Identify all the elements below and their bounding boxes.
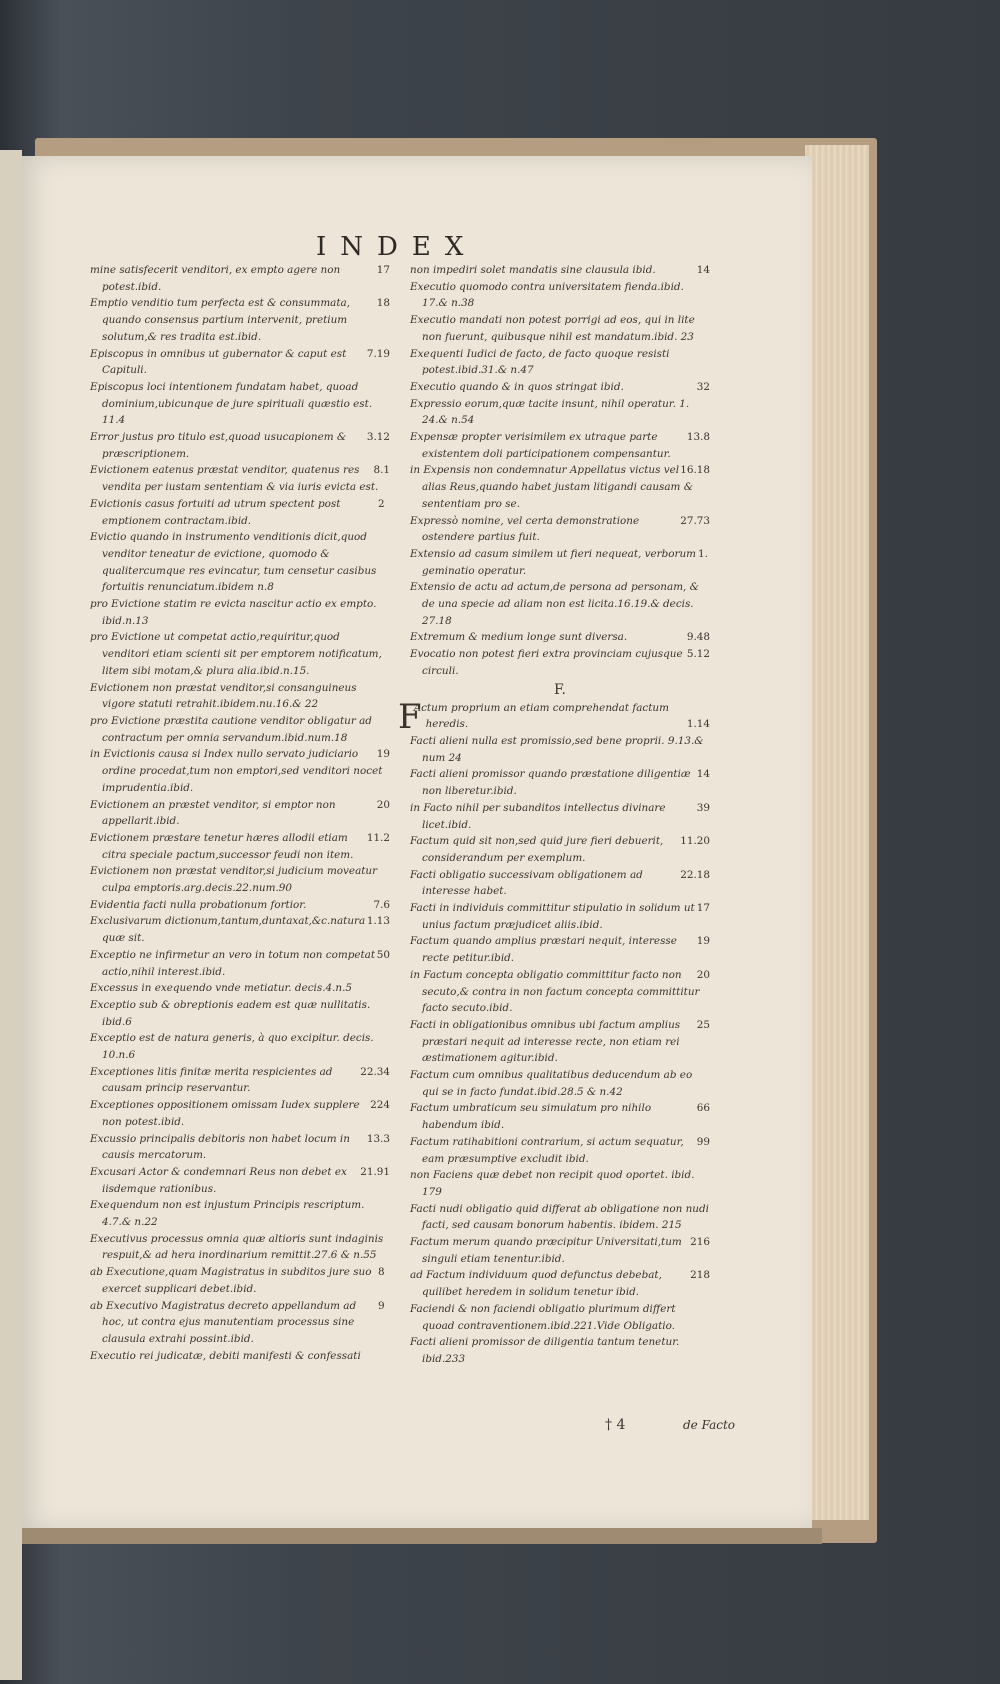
page-title: INDEX — [316, 232, 478, 262]
entry-text: Facti alieni promissor de diligentia tantum tenetur. ibid.233 — [410, 1336, 680, 1365]
index-entry — [410, 1234, 710, 1267]
drop-cap: F — [398, 696, 422, 737]
entry-reference: 99 — [696, 1135, 710, 1148]
entry-text: Evictionem an præstet venditor, si emptor non appellarit.ibid. — [90, 798, 336, 828]
index-entry — [410, 312, 710, 345]
entry-text: in Expensis non condemnatur Appellatus victus vel alias Reus,quando habet justam litigandi causam & sententiam pro se. — [410, 464, 693, 510]
entry-text: ab Executione,quam Magistratus in subditos jure suo exercet supplicari debet.ibid. — [90, 1266, 372, 1295]
entry-reference: 32 — [696, 380, 710, 393]
entry-text: Episcopus loci intentionem fundatam habet, quoad dominium,ubicunque de jure spirituali quæstio est. 11.4 — [90, 380, 373, 427]
entry-reference: 216 — [690, 1236, 710, 1249]
entry-text: mine satisfecerit venditori, ex empto agere non potest.ibid. — [90, 264, 341, 293]
entry-text: Exceptiones litis finitæ merita respicientes ad causam princip reservantur. — [90, 1065, 333, 1095]
entry-reference: 218 — [690, 1269, 710, 1282]
entry-reference: 66 — [696, 1102, 710, 1115]
entry-text: Exequendum non est injustum Principis rescriptum. 4.7.& n.22 — [90, 1199, 365, 1229]
index-entry — [410, 1067, 710, 1100]
entry-text: Executivus processus omnia quæ altioris sunt indaginis respuit,& ad hera inordinarium remittit.27.6 & n.55 — [90, 1232, 384, 1262]
index-entry — [410, 379, 710, 396]
index-entry: 8 ab Executione,quam Magistratus in subditos jure suo exercet supplicari debet.ibid. — [90, 1266, 385, 1295]
catchword: de Facto — [683, 1418, 736, 1432]
entry-text: Evictionis casus fortuiti ad utrum spectent post emptionem contractam.ibid. — [90, 497, 341, 527]
entry-text: Executio quando & in quos stringat ibid. — [410, 380, 624, 393]
index-entry — [410, 1017, 710, 1067]
entry-text: in Factum concepta obligatio committitur facto non secuto,& contra in non factum concepta committitur facto secuto.ibid. — [410, 968, 700, 1015]
index-entry: 2 Evictionis casus fortuiti ad utrum spectent post emptionem contractam.ibid. — [90, 497, 385, 527]
index-entry — [90, 462, 390, 495]
entry-reference: 14 — [696, 768, 710, 781]
index-entry — [90, 746, 390, 796]
index-entry — [410, 429, 710, 462]
entry-text: Emptio venditio tum perfecta est & consummata, quando consensus partium intervenit, pretium solutum,& res tradita est.ibid. — [90, 297, 351, 343]
entry-reference: 20 — [696, 968, 710, 981]
index-entry — [90, 980, 390, 997]
entry-reference: 17 — [696, 902, 710, 915]
page-bottom-edge — [22, 1528, 822, 1544]
index-entry — [90, 379, 390, 429]
entry-text: Excessus in exequendo vnde metiatur. decis.4.n.5 — [90, 982, 353, 995]
index-entry — [410, 262, 710, 279]
entry-text: Evocatio non potest fieri extra provinciam cujusque circuli. — [410, 648, 683, 677]
entry-text: Extremum & medium longe sunt diversa. — [410, 631, 628, 644]
index-entry — [410, 1100, 710, 1133]
entry-reference: 7.19 — [366, 347, 390, 360]
index-entry — [410, 396, 710, 429]
entry-text: Excussio principalis debitoris non habet locum in causis mercatorum. — [90, 1132, 350, 1162]
entry-text: Exceptio est de natura generis, à quo excipitur. decis. 10.n.6 — [90, 1032, 374, 1062]
entry-text: Executio rei judicatæ, debiti manifesti & confessati — [90, 1349, 361, 1362]
entry-reference: 11.20 — [680, 835, 710, 848]
index-entry — [90, 1097, 390, 1130]
index-column-left — [90, 262, 390, 1364]
page-fore-edge — [805, 145, 869, 1520]
entry-reference: 19 — [376, 748, 390, 761]
index-entry — [90, 713, 390, 746]
entry-text: Factum merum quando præcipitur Universitati,tum singuli etiam tenentur.ibid. — [410, 1236, 682, 1265]
entry-text: non impediri solet mandatis sine clausula ibid. — [410, 264, 656, 276]
entry-text: Facti obligatio successivam obligationem ad interesse habet. — [410, 868, 643, 898]
entry-reference: 22.18 — [680, 868, 710, 881]
entry-reference: 1.14 — [686, 718, 710, 731]
entry-text: in Facto nihil per subanditos intellectus divinare licet.ibid. — [410, 801, 666, 831]
entry-text: Evictionem non præstat venditor,si judicium moveatur culpa emptoris.arg.decis.22.num.90 — [90, 865, 378, 895]
index-entry — [410, 629, 710, 646]
entry-text: Expressio eorum,quæ tacite insunt, nihil operatur. 1. 24.& n.54 — [410, 397, 690, 427]
index-entry — [410, 279, 710, 312]
entry-text: Factum ratihabitioni contrarium, si actum sequatur, eam præsumptive excludit ibid. — [410, 1135, 684, 1165]
entry-text: Exceptio sub & obreptionis eadem est quæ nullitatis. ibid.6 — [90, 998, 371, 1028]
index-entry — [410, 1134, 710, 1167]
index-entry — [90, 680, 390, 713]
entry-text: Evictionem præstare tenetur hæres allodii etiam citra speciale pactum,successor feudi non item. — [90, 831, 354, 861]
entry-text: pro Evictione præstita cautione venditor obligatur ad contractum per omnia servandum.ibid.num.18 — [90, 714, 372, 744]
index-entry — [90, 596, 390, 629]
entry-text: Actum proprium an etiam comprehendat factum heredis. — [413, 701, 669, 731]
entry-reference: 27.73 — [680, 514, 710, 527]
entry-text: Facti in individuis committitur stipulatio in solidum ut unius factum præjudicet aliis.ibid. — [410, 902, 695, 931]
entry-text: ab Executivo Magistratus decreto appellandum ad hoc, ut contra ejus manutentiam processus sine clausula extrahi possint.ibid. — [90, 1299, 357, 1345]
index-entry — [90, 947, 390, 980]
entry-reference: 17 — [376, 264, 390, 276]
entry-text: Facti alieni nulla est promissio,sed bene proprii. 9.13.& num 24 — [410, 734, 704, 764]
entry-text: pro Evictione ut competat actio,requiritur,quod venditori etiam scienti sit per emptorem notificatum, litem sibi motam,& plura alia.ibid.n.15. — [90, 631, 382, 677]
entry-text: Expressò nomine, vel certa demonstratione ostendere partius fuit. — [410, 514, 640, 544]
entry-text: in Evictionis causa si Index nullo servato judiciario ordine procedat,tum non emptori,sed venditori nocet imprudentia.ibid. — [90, 748, 383, 794]
entry-text: Factum umbraticum seu simulatum pro nihilo habendum ibid. — [410, 1102, 652, 1132]
entry-text: Facti nudi obligatio quid differat ab obligatione non nudi facti, sed causam bonorum habentis. ibidem. 215 — [410, 1202, 709, 1232]
entry-reference: 224 — [370, 1099, 390, 1112]
index-entry — [90, 1064, 390, 1097]
entry-reference: 20 — [376, 798, 390, 811]
entry-reference: 13.3 — [366, 1132, 390, 1145]
entry-reference: 1.13 — [366, 915, 390, 928]
index-entry — [410, 1201, 710, 1234]
index-entry — [410, 579, 710, 629]
entry-reference: 13.8 — [686, 431, 710, 444]
index-entry — [410, 733, 710, 766]
index-entry — [90, 863, 390, 896]
index-entry — [410, 1301, 710, 1334]
index-entry — [90, 797, 390, 830]
index-entry — [90, 1164, 390, 1197]
entry-text: non Faciens quæ debet non recipit quod oportet. ibid. 179 — [410, 1169, 695, 1198]
index-entry — [90, 346, 390, 379]
index-entry — [410, 1334, 710, 1367]
index-entry — [90, 897, 390, 914]
index-entry — [90, 1348, 390, 1365]
entry-text: Evidentia facti nulla probationum fortior. — [90, 898, 307, 911]
entry-text: Factum quando amplius præstari nequit, interesse recte petitur.ibid. — [410, 935, 677, 965]
index-entry — [90, 1197, 390, 1230]
entry-text: Expensæ propter verisimilem ex utraque parte existentem doli participationem compensantur. — [410, 431, 671, 460]
entry-reference: 11.2 — [366, 831, 390, 844]
entry-text: Exclusivarum dictionum,tantum,duntaxat,&c.natura quæ sit. — [90, 915, 366, 945]
index-entry — [410, 967, 710, 1017]
entry-reference: 25 — [696, 1018, 710, 1031]
entry-text: Evictionem non præstat venditor,si consanguineus vigore statuti retrahit.ibidem.nu.16.& 22 — [90, 681, 357, 711]
entry-text: Extensio de actu ad actum,de persona ad personam, & de una specie ad aliam non est licita.16.19.& decis. 27.18 — [410, 581, 699, 627]
entry-text: Facti alieni promissor quando præstatione diligentiæ non liberetur.ibid. — [410, 768, 691, 798]
index-entry — [410, 800, 710, 833]
entry-reference: 21.91 — [360, 1165, 390, 1178]
entry-reference: 14 — [696, 264, 710, 276]
index-entry-first — [398, 696, 710, 737]
entry-reference: 16.18 — [680, 464, 710, 477]
index-entry — [410, 833, 710, 866]
entry-text: Faciendi & non faciendi obligatio plurimum differt quoad contraventionem.ibid.221.Vide Obligatio. — [410, 1302, 676, 1332]
index-entry — [90, 997, 390, 1030]
signature-mark: † 4 — [605, 1417, 626, 1433]
entry-text: Exequenti Iudici de facto, de facto quoque resisti potest.ibid.31.& n.47 — [410, 347, 670, 377]
section-letter: F. — [554, 681, 566, 698]
entry-reference: 9.48 — [686, 631, 710, 644]
index-entry — [410, 1167, 710, 1200]
entry-text: Executio quomodo contra universitatem fienda.ibid. 17.& n.38 — [410, 280, 684, 310]
index-entry — [410, 900, 710, 933]
index-entry — [90, 913, 390, 946]
index-entry — [90, 629, 390, 679]
entry-text: Extensio ad casum similem ut fieri nequeat, verborum geminatio operatur. — [410, 547, 697, 577]
entry-text: Episcopus in omnibus ut gubernator & caput est Capituli. — [90, 347, 347, 377]
facing-page-edge — [0, 150, 22, 1680]
index-entry — [90, 830, 390, 863]
index-entry — [410, 462, 710, 512]
entry-reference: 50 — [376, 948, 390, 961]
index-entry: 9 ab Executivo Magistratus decreto appellandum ad hoc, ut contra ejus manutentiam processus sine clausula extrahi possint.ibid. — [90, 1299, 385, 1345]
entry-reference: 18 — [376, 297, 390, 310]
entry-text: pro Evictione statim re evicta nascitur actio ex empto. ibid.n.13 — [90, 598, 377, 627]
index-entry — [90, 429, 390, 462]
entry-reference: 22.34 — [360, 1065, 390, 1078]
index-column-right — [398, 262, 710, 1368]
entry-text: Facti in obligationibus omnibus ubi factum amplius præstari nequit ad interesse recte, non etiam rei æstimationem agitur.ibid. — [410, 1018, 681, 1065]
entry-reference: 19 — [696, 935, 710, 948]
index-entry — [410, 766, 710, 799]
entry-text: Excusari Actor & condemnari Reus non debet ex iisdemque rationibus. — [90, 1165, 347, 1195]
entry-text: Factum cum omnibus qualitatibus deducendum ab eo qui se in facto fundat.ibid.28.5 & n.42 — [410, 1069, 693, 1098]
entry-reference: 7.6 — [373, 898, 390, 911]
entry-reference: 5.12 — [686, 648, 710, 661]
index-entry — [410, 513, 710, 546]
index-entry — [410, 646, 710, 679]
entry-text: Evictio quando in instrumento venditionis dicit,quod venditor teneatur de evictione, quomodo & qualitercumque res evincatur, tum censetur casibus fortuitis renunciatum.ibidem n.8 — [90, 531, 377, 594]
index-entry — [90, 1131, 390, 1164]
entry-reference: 8.1 — [373, 464, 390, 477]
index-entry: 1. Extensio ad casum similem ut fieri nequeat, verborum geminatio operatur. — [410, 547, 708, 577]
entry-reference: 3.12 — [366, 431, 390, 444]
entry-reference: 39 — [696, 801, 710, 814]
entry-text: Error justus pro titulo est,quoad usucapionem & præscriptionem. — [90, 431, 347, 460]
entry-text: Factum quid sit non,sed quid jure fieri debuerit, considerandum per exemplum. — [410, 835, 664, 864]
entry-text: Evictionem eatenus præstat venditor, quatenus res vendita per iustam sententiam & via iuris evicta est. — [90, 464, 379, 494]
index-entry — [410, 1267, 710, 1300]
index-entry — [410, 867, 710, 900]
entry-text: ad Factum individuum quod defunctus debebat, quilibet heredem in solidum tenetur ibid. — [410, 1269, 662, 1299]
index-entry — [410, 933, 710, 966]
index-entry — [410, 346, 710, 379]
index-entry — [90, 1231, 390, 1264]
entry-text: Executio mandati non potest porrigi ad eos, qui in lite non fuerunt, quibusque nihil est mandatum.ibid. 23 — [410, 314, 695, 343]
entry-text: Exceptio ne infirmetur an vero in totum non competat actio,nihil interest.ibid. — [90, 948, 376, 978]
entry-text: Exceptiones oppositionem omissam Iudex supplere non potest.ibid. — [90, 1099, 360, 1128]
index-entry — [90, 262, 390, 295]
index-entry — [90, 295, 390, 345]
index-entry — [90, 529, 390, 596]
index-entry — [90, 1030, 390, 1063]
